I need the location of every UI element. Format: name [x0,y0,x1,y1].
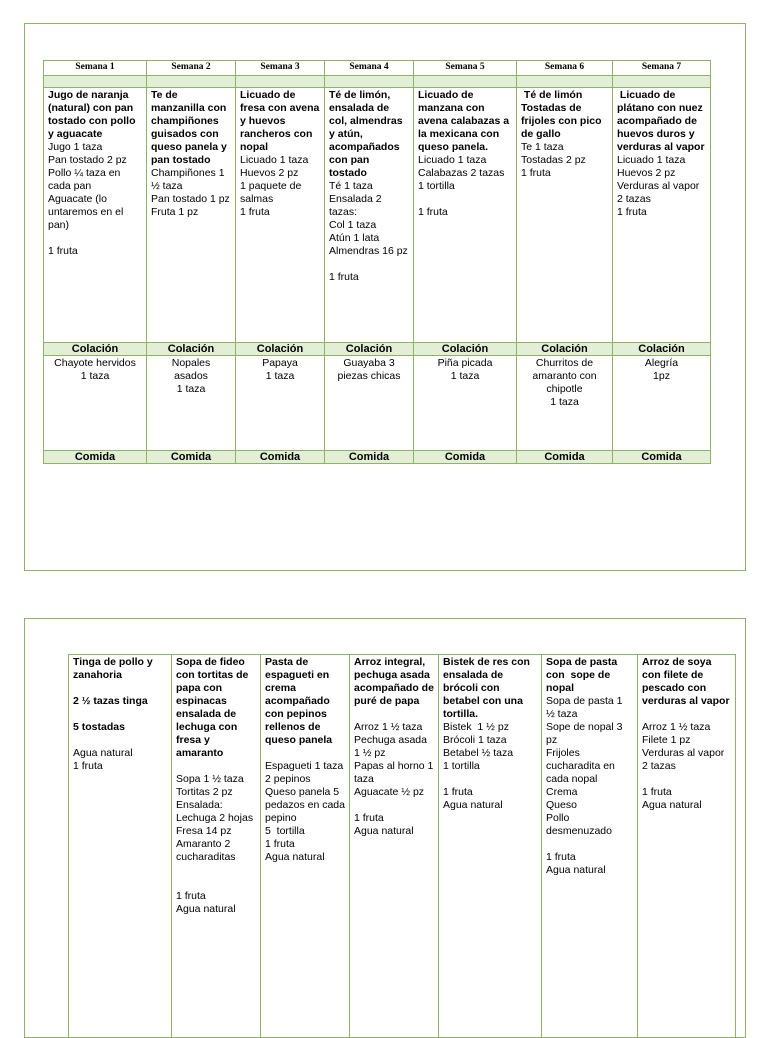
spacer-row [44,76,711,88]
breakfast-title: Licuado de fresa con avena y huevos rancheros con nopal [240,89,323,153]
snack-cell: Chayote hervidos 1 taza [44,356,147,451]
lunch-body: Agua natural 1 fruta [73,747,133,772]
breakfast-cell [517,88,613,343]
week-header-4: Semana 4 [325,61,414,76]
meal-plan-table-bottom [68,654,736,1038]
comida-label: Comida [517,451,613,464]
breakfast-title: Té de limón Tostadas de frijoles con pico de gallo [521,89,605,140]
lunch-body: Arroz 1 ½ taza Filete 1 pz Verduras al vapor 2 tazas 1 fruta Agua natural [642,721,725,811]
breakfast-title: Té de limón, ensalada de col, almendras y atún, acompañados con pan tostado [329,89,406,179]
breakfast-body: Licuado 1 taza Calabazas 2 tazas 1 tortilla 1 fruta [418,154,505,218]
breakfast-title: Licuado de plátano con nuez acompañado de huevos duros y verduras al vapor [617,89,706,153]
breakfast-row [44,88,711,343]
week-header-7: Semana 7 [613,61,711,76]
lunch-cell [350,655,439,1038]
lunch-cell [261,655,350,1038]
week-header-1: Semana 1 [44,61,147,76]
week-header-6: Semana 6 [517,61,613,76]
page-2 [24,618,746,1038]
breakfast-body: Licuado 1 taza Huevos 2 pz Verduras al vapor 2 tazas 1 fruta [617,154,700,218]
breakfast-cell [147,88,236,343]
breakfast-title: Te de manzanilla con champiñones guisados con queso panela y pan tostado [151,89,230,166]
lunch-body: Espagueti 1 taza 2 pepinos Queso panela 5 pedazos en cada pepino 5 tortilla 1 fruta Agua natural [265,760,345,863]
lunch-body: Sopa 1 ½ taza Tortitas 2 pz Ensalada: Lechuga 2 hojas Fresa 14 pz Amaranto 2 cucharaditas 1 fruta Agua natural [176,773,254,915]
colacion-label: Colación [414,343,517,356]
snack-cell: Nopales asados 1 taza [147,356,236,451]
colacion-label: Colación [236,343,325,356]
lunch-row [69,655,736,1038]
lunch-title: Sopa de fideo con tortitas de papa con espinacas ensalada de lechuga con fresa y amaranto [176,656,252,759]
lunch-cell [638,655,736,1038]
colacion-row [44,343,711,356]
week-header-5: Semana 5 [414,61,517,76]
lunch-title: Sopa de pasta con sope de nopal [546,656,621,694]
lunch-title: Pasta de espagueti en crema acompañado con pepinos rellenos de queso panela [265,656,333,746]
comida-label: Comida [325,451,414,464]
comida-label: Comida [44,451,147,464]
breakfast-cell [44,88,147,343]
week-header-3: Semana 3 [236,61,325,76]
breakfast-body: Te 1 taza Tostadas 2 pz 1 fruta [521,141,586,179]
breakfast-cell [414,88,517,343]
breakfast-body: Licuado 1 taza Huevos 2 pz 1 paquete de salmas 1 fruta [240,154,309,218]
colacion-label: Colación [147,343,236,356]
breakfast-cell [236,88,325,343]
breakfast-body: Jugo 1 taza Pan tostado 2 pz Pollo ¼ taza en cada pan Aguacate (lo untaremos en el pan) 1 fruta [48,141,127,257]
breakfast-title: Jugo de naranja (natural) con pan tostado con pollo y aguacate [48,89,139,140]
colacion-label: Colación [44,343,147,356]
lunch-body: Sopa de pasta 1 ½ taza Sope de nopal 3 pz Frijoles cucharadita en cada nopal Crema Queso Pollo desmenuzado 1 fruta Agua natural [546,695,623,876]
lunch-title: Arroz integral, pechuga asada acompañado de puré de papa [354,656,437,707]
breakfast-body: Champiñones 1 ½ taza Pan tostado 1 pz Fruta 1 pz [151,167,230,218]
breakfast-body: Té 1 taza Ensalada 2 tazas: Col 1 taza Atún 1 lata Almendras 16 pz 1 fruta [329,180,408,283]
lunch-body: Arroz 1 ½ taza Pechuga asada 1 ½ pz Papas al horno 1 taza Aguacate ½ pz 1 fruta Agua natural [354,721,434,837]
lunch-cell [172,655,261,1038]
snack-cell: Guayaba 3 piezas chicas [325,356,414,451]
colacion-label: Colación [613,343,711,356]
comida-label: Comida [414,451,517,464]
comida-label: Comida [236,451,325,464]
lunch-title: Bistek de res con ensalada de brócoli con betabel con una tortilla. [443,656,533,720]
comida-label: Comida [147,451,236,464]
comida-row [44,451,711,464]
snack-cell: Papaya 1 taza [236,356,325,451]
breakfast-title: Licuado de manzana con avena calabazas a la mexicana con queso panela. [418,89,512,153]
snack-cell: Churritos de amaranto con chipotle 1 taza [517,356,613,451]
breakfast-cell [325,88,414,343]
lunch-title: Tinga de pollo y zanahoria 2 ½ tazas tinga 5 tostadas [73,656,153,733]
lunch-cell [542,655,638,1038]
snack-cell: Piña picada 1 taza [414,356,517,451]
lunch-body: Bistek 1 ½ pz Brócoli 1 taza Betabel ½ taza 1 tortilla 1 fruta Agua natural [443,721,514,811]
meal-plan-table-top [43,60,711,464]
lunch-cell [439,655,542,1038]
snack-row [44,356,711,451]
lunch-title: Arroz de soya con filete de pescado con verduras al vapor [642,656,730,707]
comida-label: Comida [613,451,711,464]
colacion-label: Colación [325,343,414,356]
week-header-2: Semana 2 [147,61,236,76]
lunch-cell [69,655,172,1038]
breakfast-cell [613,88,711,343]
colacion-label: Colación [517,343,613,356]
week-header-row [44,61,711,76]
snack-cell: Alegría 1pz [613,356,711,451]
